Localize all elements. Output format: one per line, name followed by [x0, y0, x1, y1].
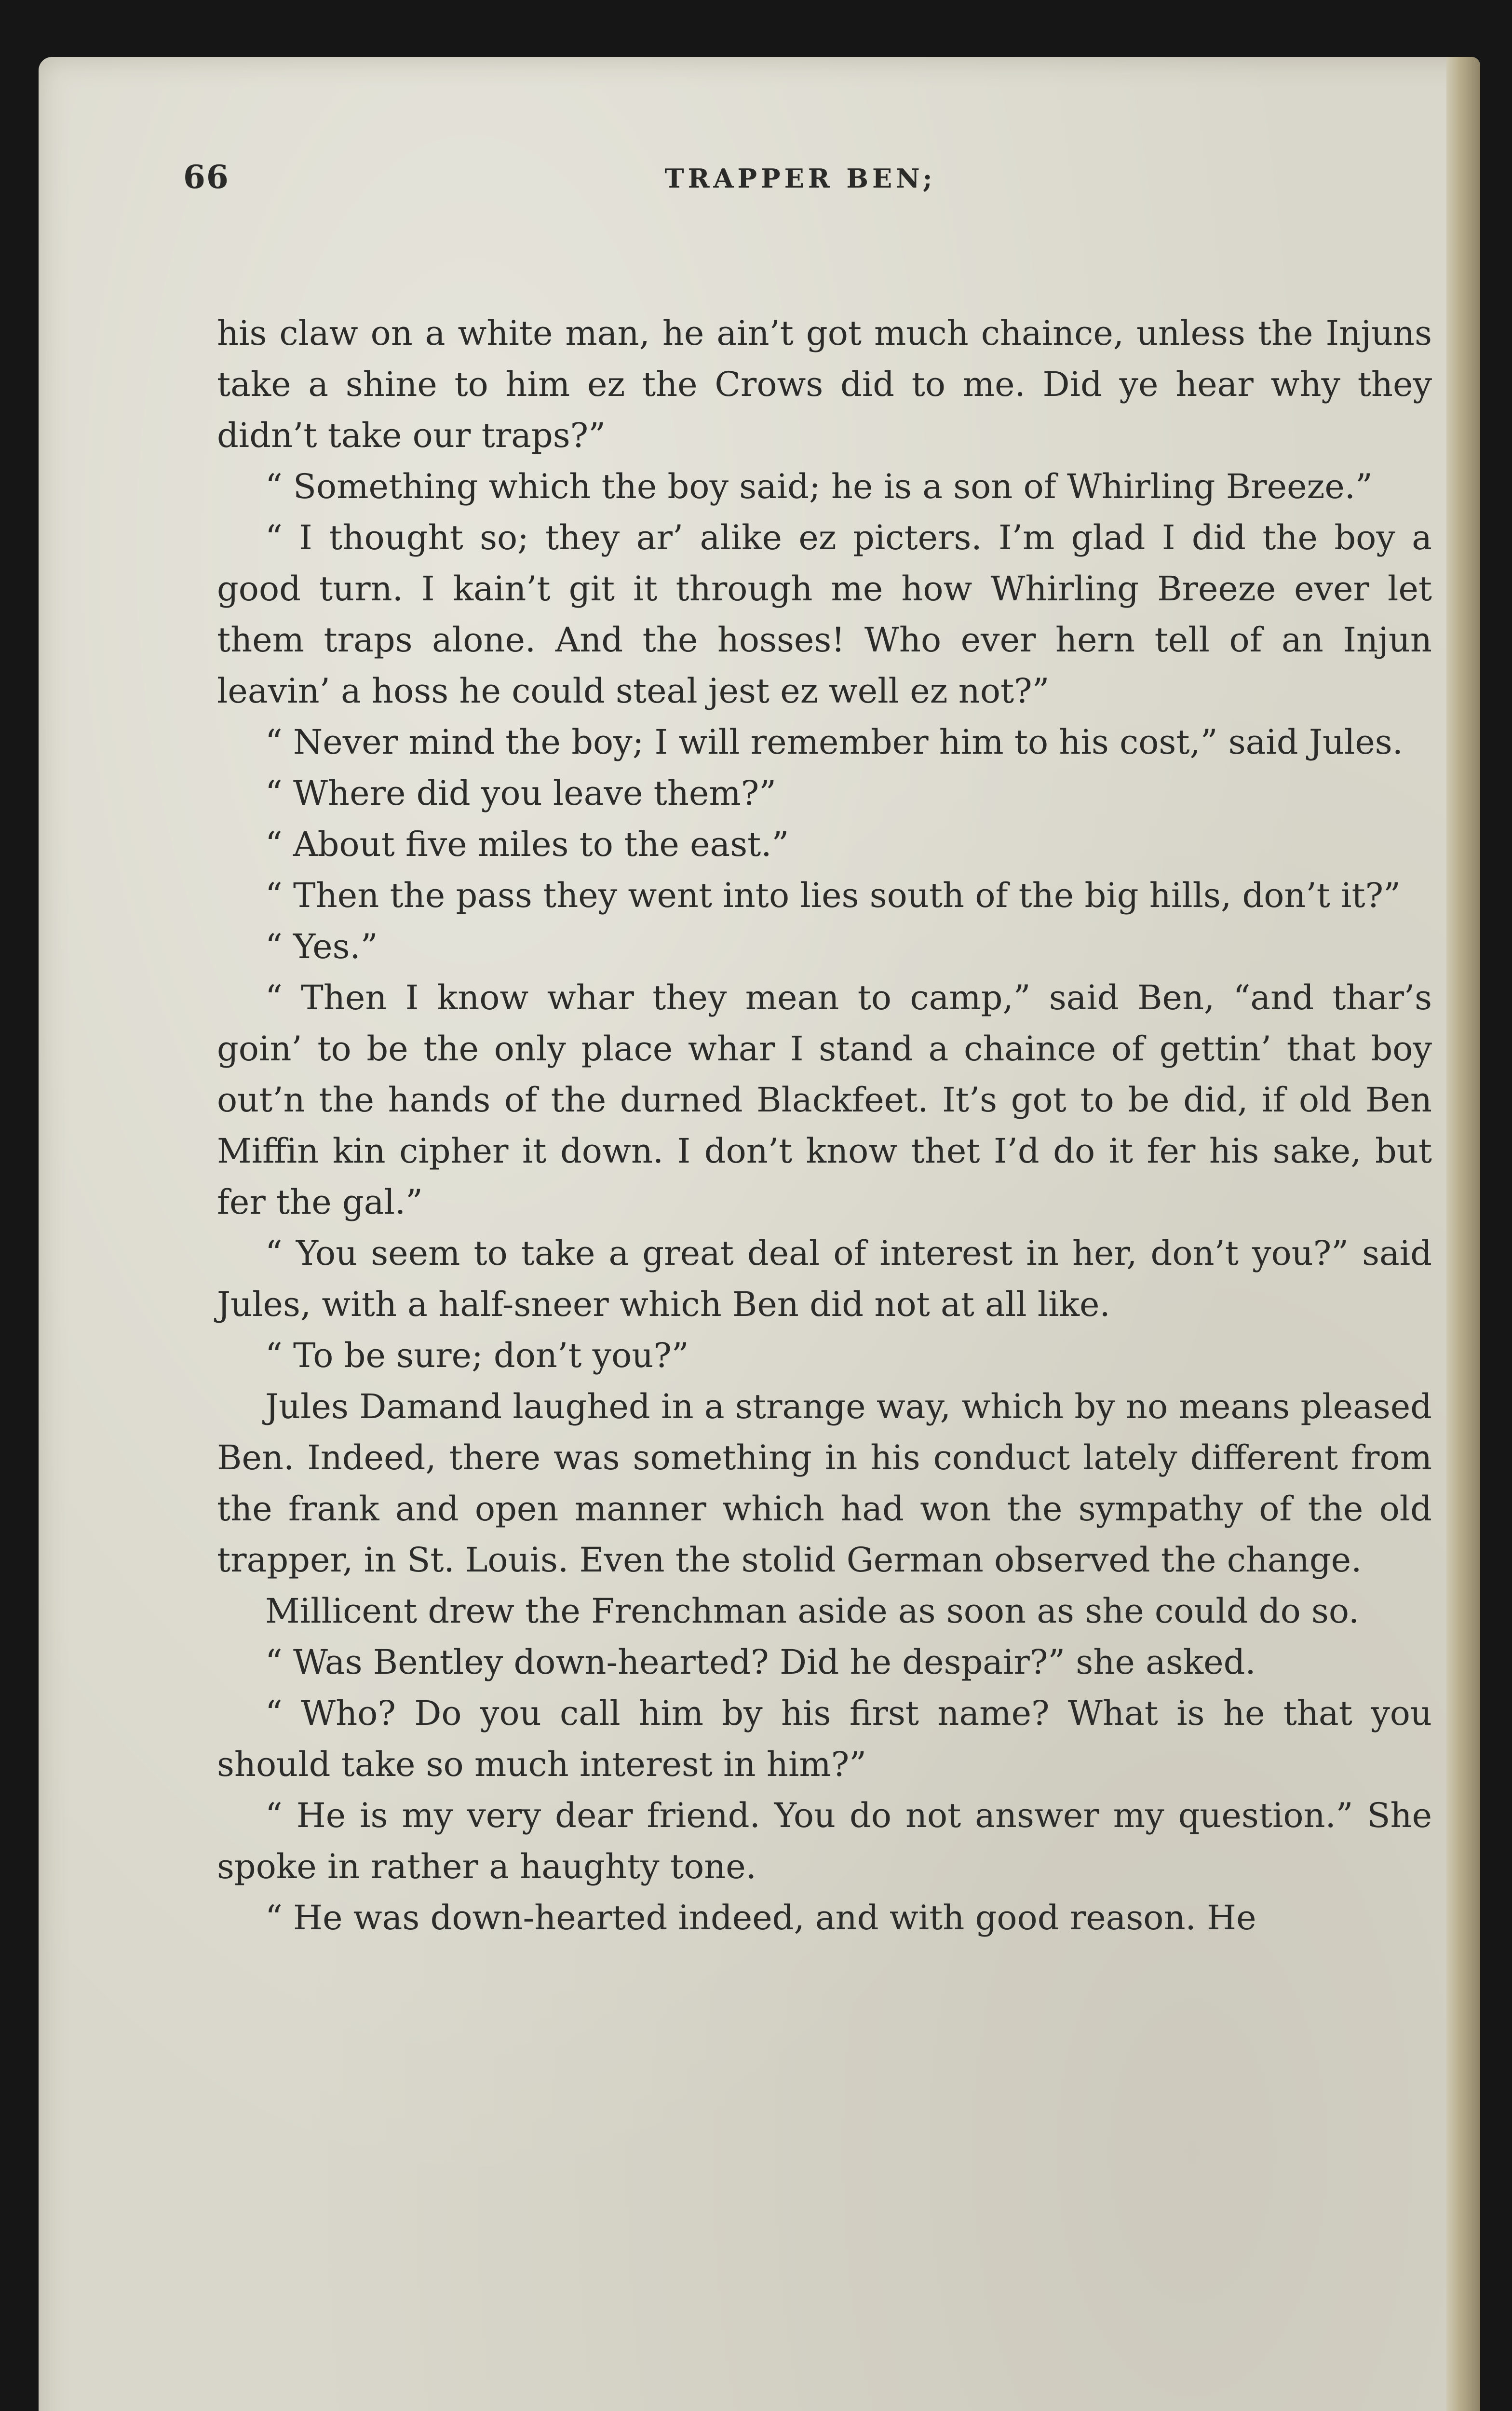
paragraph: “ To be sure; don’t you?” — [265, 1336, 689, 1375]
book-spine-edge — [1446, 57, 1480, 2411]
paragraph: “ Never mind the boy; I will remember him to his cost,” said Jules. — [265, 722, 1403, 762]
paragraph: “ He was down-hearted indeed, and with good reason. He — [265, 1898, 1256, 1937]
paragraph: “ Who? Do you call him by his first name? What is he that you should take so much interest in him?” — [217, 1693, 1432, 1784]
paragraph: “ About five miles to the east.” — [265, 825, 789, 864]
paragraph: “ Was Bentley down-hearted? Did he despair?” she asked. — [265, 1642, 1256, 1682]
paragraph: “ Where did you leave them?” — [265, 773, 777, 813]
paragraph: “ He is my very dear friend. You do not answer my question.” She spoke in rather a haughty tone. — [217, 1796, 1432, 1886]
running-head: TRAPPER BEN; — [664, 163, 936, 194]
paragraph: Millicent drew the Frenchman aside as soon as she could do so. — [265, 1591, 1360, 1631]
paragraph: “ Then the pass they went into lies south of the big hills, don’t it?” — [265, 876, 1401, 915]
paragraph: “ Yes.” — [265, 927, 378, 966]
paragraph: Jules Damand laughed in a strange way, which by no means pleased Ben. Indeed, there was something in his conduct lately different from the frank and open manner which had won the sympathy of the old trapper, in St. Louis. Even the stolid German observed the change. — [217, 1387, 1432, 1580]
page-number: 66 — [183, 158, 230, 196]
book-page — [39, 57, 1480, 2411]
page-header — [183, 158, 1418, 216]
paragraph: “ Something which the boy said; he is a son of Whirling Breeze.” — [265, 467, 1373, 506]
paragraph: “ Then I know whar they mean to camp,” said Ben, “and thar’s goin’ to be the only place whar I stand a chaince of gettin’ that boy out’n the hands of the durned Blackfeet. It’s got to be did, if old Ben Miffin kin cipher it down. I don’t know thet I’d do it fer his sake, but fer the gal.” — [217, 978, 1432, 1222]
paragraph: his claw on a white man, he ain’t got much chaince, unless the Injuns take a shine to him ez the Crows did to me. Did ye hear why they didn’t take our traps?” — [217, 313, 1432, 455]
paragraph: “ You seem to take a great deal of interest in her, don’t you?” said Jules, with a half-sneer which Ben did not at all like. — [217, 1233, 1432, 1324]
body-text — [217, 308, 1432, 1943]
paragraph: “ I thought so; they ar’ alike ez picters. I’m glad I did the boy a good turn. I kain’t git it through me how Whirling Breeze ever let them traps alone. And the hosses! Who ever hern tell of an Injun leavin’ a hoss he could steal jest ez well ez not?” — [217, 518, 1432, 711]
